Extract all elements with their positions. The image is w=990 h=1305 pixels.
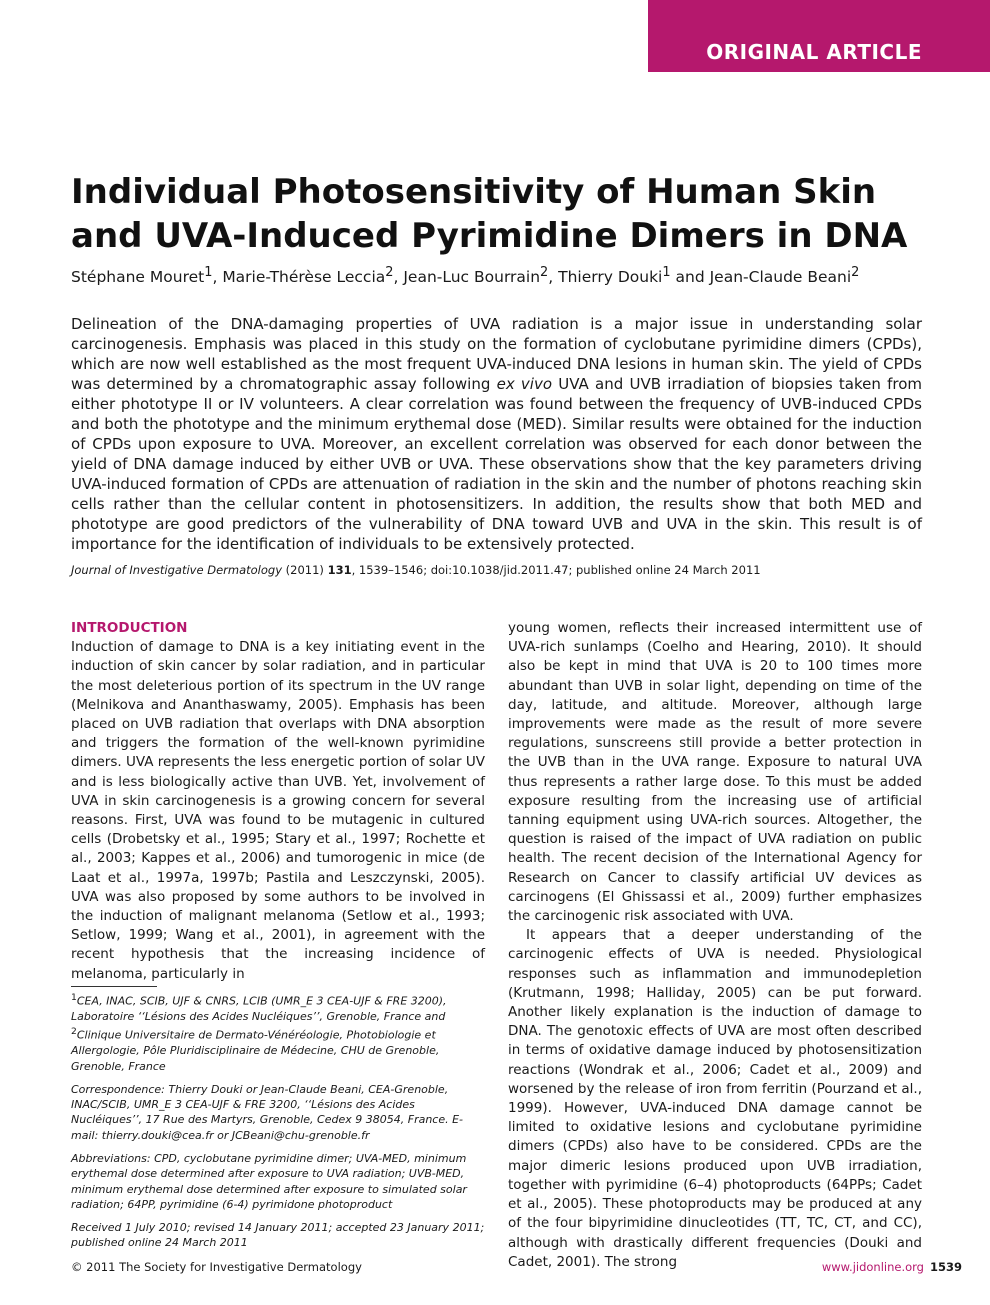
affiliation-1: CEA, INAC, SCIB, UJF & CNRS, LCIB (UMR_E 3 CEA-UJF & FRE 3200), Laboratoire ‘‘Lésions des Acides Nucléiques’’, Grenoble, France and	[71, 994, 447, 1023]
left-column	[71, 619, 485, 984]
citation-year: (2011)	[282, 563, 328, 577]
author-separator: ,	[548, 268, 559, 287]
right-column	[508, 619, 922, 1272]
body-paragraph: Induction of damage to DNA is a key initiating event in the induction of skin cancer by solar radiation, and in particular the most deleterious portion of its spectrum in the UV range (Melnikova and Ananthaswamy, 2005). Emphasis has been placed on UVB radiation that overlaps with DNA absorption and triggers the formation of the well-known pyrimidine dimers. UVA represents the less energetic portion of solar UV and is less biologically active than UVB. Yet, involvement of UVA in skin carcinogenesis is a growing concern for several reasons. First, UVA was found to be mutagenic in cultured cells (Drobetsky et al., 1995; Stary et al., 1997; Rochette et al., 2003; Kappes et al., 2006) and tumorogenic in mice (de Laat et al., 1997a, 1997b; Pastila and Leszczynski, 2005). UVA was also proposed by some authors to be involved in the induction of malignant melanoma (Setlow et al., 1993; Setlow, 1999; Wang et al., 2001), in agreement with the recent hypothesis that the increasing incidence of melanoma, particularly in	[71, 639, 486, 982]
author-affiliation: 2	[851, 265, 860, 280]
page-footer-right	[822, 1260, 962, 1274]
citation-line	[71, 563, 922, 577]
article-type-label: ORIGINAL ARTICLE	[706, 40, 922, 64]
author-name: Marie-Thérèse Leccia	[222, 268, 386, 287]
journal-name: Journal of Investigative Dermatology	[71, 563, 283, 577]
body-paragraph: It appears that a deeper understanding of the carcinogenic effects of UVA is needed. Physiological responses such as inflammation and immunodepletion (Krutmann, 1998; Halliday, 2005) can be put forward. Another likely explanation is the induction of damage to DNA. The genotoxic effects of UVA are most often described in terms of oxidative damage induced by photosensitization reactions (Wondrak et al., 2006; Cadet et al., 2009) and worsened by the release of iron from ferritin (Pourzand et al., 1999). However, UVA-induced DNA damage cannot be limited to oxidative lesions and cyclobutane pyrimidine dimers (CPDs) also have to be considered. CPDs are the major dimeric lesions produced upon UVB irradiation, together with pyrimidine (6–4) photoproducts (64PPs; Cadet et al., 2005). These photoproducts may be produced at any of the four bipyrimidine dinucleotides (TT, TC, CT, and CC), although with drastically different frequencies (Douki and Cadet, 2001). The strong	[508, 927, 922, 1270]
abbreviations: Abbreviations: CPD, cyclobutane pyrimidine dimer; UVA-MED, minimum erythemal dose determined after exposure to UVA radiation; UVB-MED, minimum erythemal dose determined after exposure to simulated solar radiation; 64PP, pyrimidine (6-4) pyrimidone photoproduct	[71, 1151, 467, 1211]
citation-details: , 1539–1546; doi:10.1038/jid.2011.47; published online 24 March 2011	[351, 563, 761, 577]
author-separator: ,	[212, 268, 223, 287]
page-number: 1539	[929, 1260, 962, 1274]
correspondence: Correspondence: Thierry Douki or Jean-Claude Beani, CEA-Grenoble, INAC/SCIB, UMR_E 3 CEA-UJF & FRE 3200, ‘‘Lésions des Acides Nucléiques’’, 17 Rue des Martyrs, Grenoble, Cedex 9 38054, France. E-mail: thierry.douki@cea.fr or JCBeani@chu-grenoble.fr	[71, 1082, 464, 1142]
author-affiliation: 2	[540, 265, 549, 280]
author-affiliation: 1	[662, 265, 671, 280]
author-name: Jean-Luc Bourrain	[403, 268, 541, 287]
abstract	[71, 314, 922, 554]
journal-url-link[interactable]: www.jidonline.org	[821, 1260, 924, 1274]
affiliations: $^1$CEA, INAC, SCIB, UJF & CNRS, LCIB (UMR_E 3 CEA-UJF & FRE 3200), Laboratoire ‘‘Lésions des Acides Nucléiques’’, Grenoble, France and $^2$Clinique Universitaire de Dermato-Vénéréologie, Photobiologie et Allergologie, Pôle Pluridisciplinaire de Médecine, CHU de Grenoble, Grenoble, France	[71, 992, 447, 1073]
affiliation-2: Clinique Universitaire de Dermato-Vénéréologie, Photobiologie et Allergologie, Pôle Pluridisciplinaire de Médecine, CHU de Grenoble, Grenoble, France	[71, 1028, 440, 1073]
copyright-notice: © 2011 The Society for Investigative Dermatology	[71, 1260, 362, 1274]
section-heading: INTRODUCTION	[71, 620, 188, 636]
abstract-text: Delineation of the DNA-damaging properties of UVA radiation is a major issue in understanding solar carcinogenesis. Emphasis was placed in this study on the formation of cyclobutane pyrimidine dimers (CPDs), which are now well established as the most frequent UVA-induced DNA lesions in human skin. The yield of CPDs was determined by a chromatographic assay following	[71, 315, 922, 393]
footnote-divider	[71, 986, 157, 987]
author-list	[71, 262, 951, 288]
abstract-italic: ex vivo	[496, 375, 553, 393]
author-affiliation: 1	[204, 265, 213, 280]
author-separator: ,	[393, 268, 404, 287]
author-name: Jean-Claude Beani	[709, 268, 852, 287]
author-affiliation: 2	[385, 265, 394, 280]
received-dates: Received 1 July 2010; revised 14 January 2011; accepted 23 January 2011; published online 24 March 2011	[71, 1221, 485, 1250]
footnotes	[71, 990, 485, 1259]
author-name: Stéphane Mouret	[71, 268, 205, 287]
body-paragraph: young women, reflects their increased intermittent use of UVA-rich sunlamps (Coelho and Hearing, 2010). It should also be kept in mind that UVA is 20 to 100 times more abundant than UVB in solar light, depending on time of the day, latitude, and altitude. Moreover, although large improvements were made as the result of more severe regulations, sunscreens still provide a better protection in the UVB than in the UVA range. Exposure to natural UVA thus represents a rather large dose. To this must be added exposure resulting from the increasing use of artificial tanning equipment using UVA-rich sources. Altogether, the question is raised of the impact of UVA radiation on public health. The recent decision of the International Agency for Research on Cancer to classify artificial UV devices as carcinogens (El Ghissassi et al., 2009) further emphasizes the carcinogenic risk associated with UVA.	[508, 620, 922, 925]
citation-volume: 131	[327, 563, 352, 577]
article-type-banner	[648, 0, 990, 72]
abstract-text: UVA and UVB irradiation of biopsies taken from either phototype II or IV volunteers. A clear correlation was found between the frequency of UVB-induced CPDs and both the phototype and the minimum erythemal dose (MED). Similar results were obtained for the induction of CPDs upon exposure to UVA. Moreover, an excellent correlation was observed for each donor between the yield of DNA damage induced by either UVB or UVA. These observations show that the key parameters driving UVA-induced formation of CPDs are attenuation of radiation in the skin and the number of photons reaching skin cells rather than the cellular content in photosensitizers. In addition, the results show that both MED and phototype are good predictors of the vulnerability of DNA toward UVB and UVA in the skin. This result is of importance for the identification of individuals to be extensively protected.	[71, 375, 922, 553]
author-name: Thierry Douki	[558, 268, 663, 287]
article-title: Individual Photosensitivity of Human Skin and UVA-Induced Pyrimidine Dimers in DNA	[71, 172, 908, 256]
author-separator: and	[670, 268, 710, 287]
